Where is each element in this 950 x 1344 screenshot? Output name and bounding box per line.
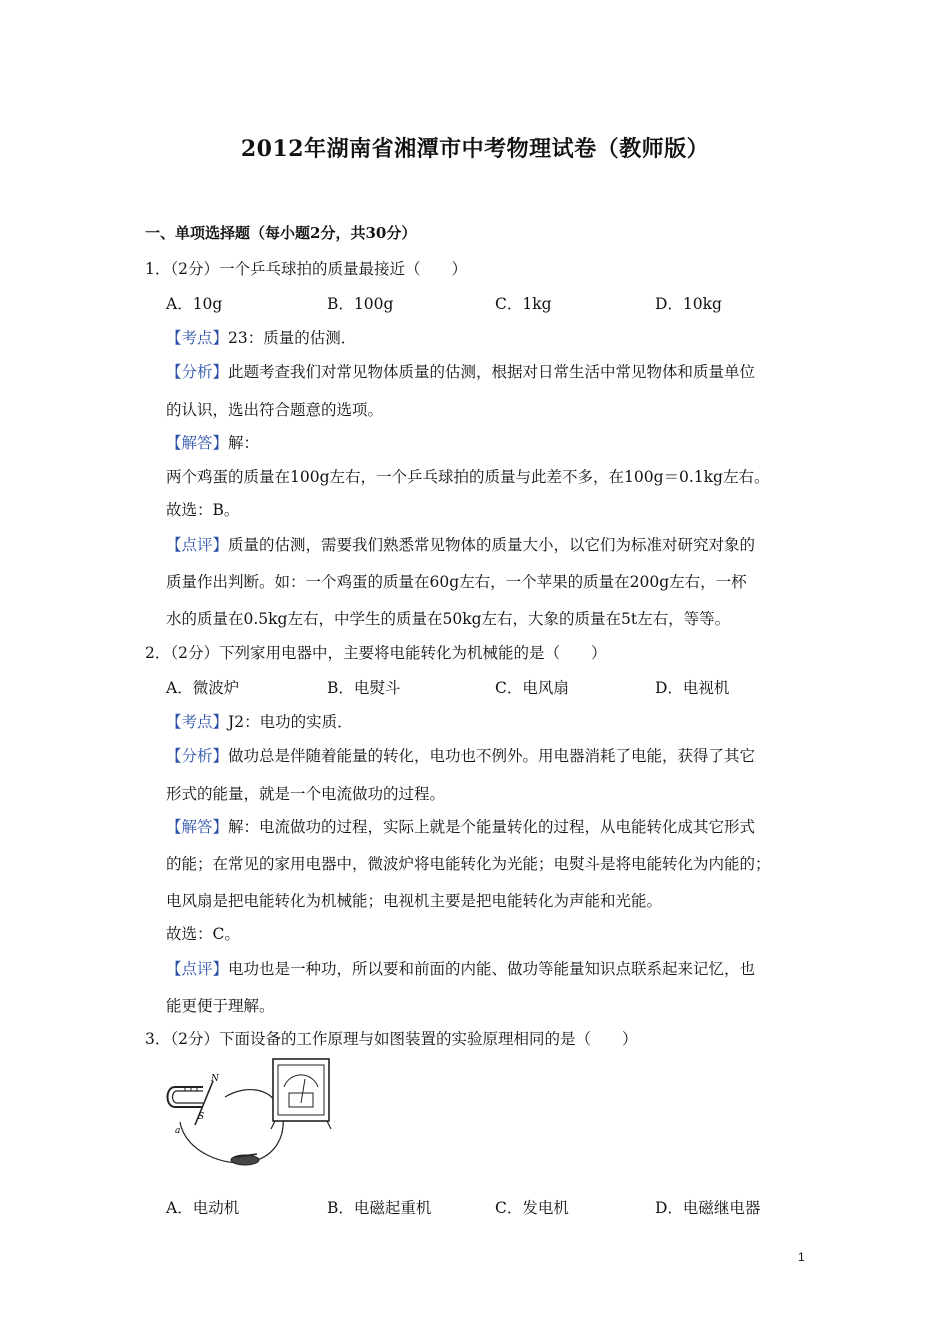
fenxi-text: 做功总是伴随着能量的转化，电功也不例外。用电器消耗了电能，获得了其它 xyxy=(228,747,756,765)
q2-fenxi-cont: 形式的能量，就是一个电流做功的过程。 xyxy=(166,785,446,803)
q3-option-a: A．电动机 xyxy=(166,1199,240,1217)
jieda-tag: 【解答】 xyxy=(166,434,229,452)
dianping-text: 质量的估测，需要我们熟悉常见物体的质量大小，以它们为标准对研究对象的 xyxy=(228,536,756,554)
q2-option-d: D．电视机 xyxy=(655,679,730,697)
q2-option-a: A．微波炉 xyxy=(166,679,240,697)
q1-dianping-cont-1: 质量作出判断。如：一个鸡蛋的质量在60g左右，一个苹果的质量在200g左右，一杯 xyxy=(166,573,747,591)
jieda-tag: 【解答】 xyxy=(166,818,229,836)
q2-dianping-cont: 能更便于理解。 xyxy=(166,997,275,1015)
q3-option-c: C．发电机 xyxy=(495,1199,569,1217)
q1-option-b: B．100g xyxy=(327,295,394,313)
q1-kaodian xyxy=(166,326,356,348)
wire-top xyxy=(225,1090,277,1107)
induction-experiment-figure xyxy=(165,1057,337,1172)
question-3-stem: 3．（2分）下面设备的工作原理与如图装置的实验原理相同的是（ ） xyxy=(145,1030,638,1048)
q2-jieda-cont-1: 的能；在常见的家用电器中，微波炉将电能转化为光能；电熨斗是将电能转化为内能的； xyxy=(166,855,771,873)
fenxi-tag: 【分析】 xyxy=(166,747,229,765)
q1-answer: 故选：B。 xyxy=(166,501,240,519)
q2-jieda-cont-2: 电风扇是把电能转化为机械能；电视机主要是把电能转化为声能和光能。 xyxy=(166,892,663,910)
jieda-text: 解：电流做功的过程，实际上就是个能量转化的过程，从电能转化成其它形式 xyxy=(228,818,756,836)
galvanometer-icon xyxy=(271,1059,331,1129)
kaodian-text: J2：电功的实质． xyxy=(228,713,353,731)
dianping-tag: 【点评】 xyxy=(166,536,229,554)
q3-option-b: B．电磁起重机 xyxy=(327,1199,432,1217)
question-1-stem: 1．（2分）一个乒乓球拍的质量最接近（ ） xyxy=(145,260,467,278)
label-a: a xyxy=(175,1126,181,1136)
q1-jieda xyxy=(166,431,259,453)
q1-dianping-cont-2: 水的质量在0.5kg左右，中学生的质量在50kg左右，大象的质量在5t左右，等等。 xyxy=(166,610,731,628)
q1-fenxi-cont: 的认识，选出符合题意的选项。 xyxy=(166,401,384,419)
fenxi-text: 此题考查我们对常见物体质量的估测，根据对日常生活中常见物体和质量单位 xyxy=(228,363,756,381)
kaodian-text: 23：质量的估测． xyxy=(228,329,357,347)
label-n: N xyxy=(211,1074,219,1084)
page-number: 1 xyxy=(798,1250,805,1264)
q1-option-a: A．10g xyxy=(166,295,223,313)
fenxi-tag: 【分析】 xyxy=(166,363,229,381)
q2-option-b: B．电熨斗 xyxy=(327,679,401,697)
q1-jieda-cont: 两个鸡蛋的质量在100g左右，一个乒乓球拍的质量与此差不多，在100g＝0.1kg左右。 xyxy=(166,468,770,486)
q1-dianping xyxy=(166,533,755,555)
section-heading: 一、单项选择题（每小题2分，共30分） xyxy=(145,224,417,242)
dianping-tag: 【点评】 xyxy=(166,960,229,978)
page-title: 2012年湖南省湘潭市中考物理试卷（教师版） xyxy=(240,136,710,162)
kaodian-tag: 【考点】 xyxy=(166,329,229,347)
q2-jieda xyxy=(166,815,755,837)
q3-option-d: D．电磁继电器 xyxy=(655,1199,761,1217)
q2-answer: 故选：C。 xyxy=(166,925,240,943)
dianping-text: 电功也是一种功，所以要和前面的内能、做功等能量知识点联系起来记忆，也 xyxy=(228,960,756,978)
q2-option-c: C．电风扇 xyxy=(495,679,569,697)
jieda-text: 解： xyxy=(228,434,260,452)
q1-option-c: C．1kg xyxy=(495,295,552,313)
q2-fenxi xyxy=(166,744,755,766)
question-2-stem: 2．（2分）下列家用电器中，主要将电能转化为机械能的是（ ） xyxy=(145,644,607,662)
q1-option-d: D．10kg xyxy=(655,295,722,313)
q2-dianping xyxy=(166,957,755,979)
label-s: S xyxy=(198,1112,205,1122)
q1-fenxi xyxy=(166,360,755,382)
q2-kaodian xyxy=(166,710,353,732)
kaodian-tag: 【考点】 xyxy=(166,713,229,731)
switch-icon xyxy=(231,1154,259,1165)
horseshoe-magnet-icon xyxy=(168,1087,204,1107)
